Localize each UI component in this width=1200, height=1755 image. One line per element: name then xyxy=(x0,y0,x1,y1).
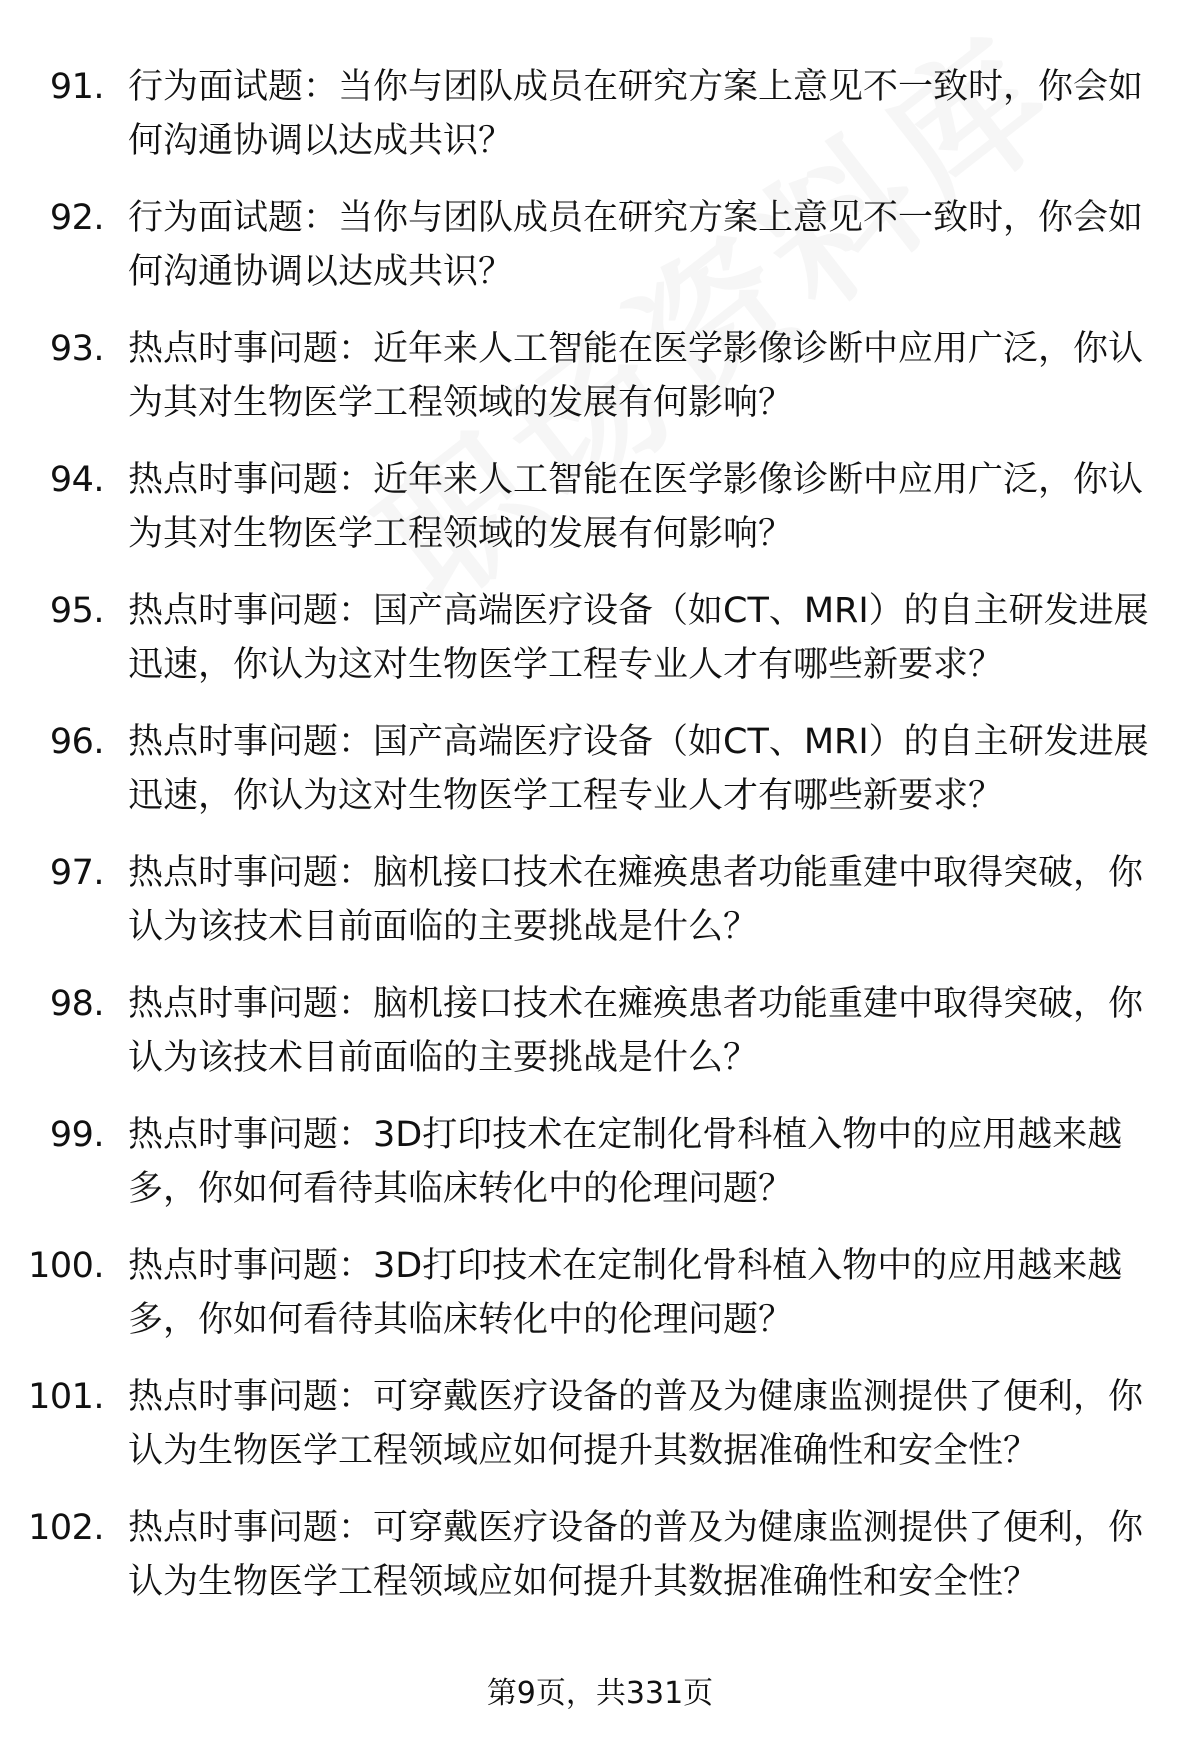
question-number: 98. xyxy=(49,984,104,1024)
question-item xyxy=(0,1501,1200,1632)
question-item xyxy=(0,1370,1200,1501)
question-number: 101. xyxy=(28,1377,104,1417)
question-list xyxy=(0,60,1200,1632)
question-text: 行为面试题：当你与团队成员在研究方案上意见不一致时，你会如何沟通协调以达成共识？ xyxy=(128,198,1144,292)
question-number: 94. xyxy=(49,460,104,500)
question-number: 100. xyxy=(28,1246,104,1286)
page-number-label: 第9页，共331页 xyxy=(486,1676,714,1711)
question-number: 97. xyxy=(49,853,104,893)
question-item xyxy=(0,1239,1200,1370)
question-text: 热点时事问题：国产高端医疗设备（如CT、MRI）的自主研发进展迅速，你认为这对生物医学工程专业人才有哪些新要求？ xyxy=(128,591,1149,685)
question-text: 热点时事问题：脑机接口技术在瘫痪患者功能重建中取得突破，你认为该技术目前面临的主要挑战是什么？ xyxy=(128,984,1144,1078)
question-number: 91. xyxy=(49,67,104,107)
question-text: 热点时事问题：脑机接口技术在瘫痪患者功能重建中取得突破，你认为该技术目前面临的主要挑战是什么？ xyxy=(128,853,1144,947)
question-text: 行为面试题：当你与团队成员在研究方案上意见不一致时，你会如何沟通协调以达成共识？ xyxy=(128,67,1144,161)
question-text: 热点时事问题：近年来人工智能在医学影像诊断中应用广泛，你认为其对生物医学工程领域的发展有何影响？ xyxy=(128,329,1144,423)
question-item xyxy=(0,191,1200,322)
question-number: 93. xyxy=(49,329,104,369)
question-number: 99. xyxy=(49,1115,104,1155)
question-item xyxy=(0,60,1200,191)
question-number: 96. xyxy=(49,722,104,762)
question-text: 热点时事问题：3D打印技术在定制化骨科植入物中的应用越来越多，你如何看待其临床转化中的伦理问题？ xyxy=(128,1246,1123,1340)
question-item xyxy=(0,453,1200,584)
question-text: 热点时事问题：国产高端医疗设备（如CT、MRI）的自主研发进展迅速，你认为这对生物医学工程专业人才有哪些新要求？ xyxy=(128,722,1149,816)
question-number: 102. xyxy=(28,1508,104,1548)
question-number: 95. xyxy=(49,591,104,631)
page-footer xyxy=(0,1674,1200,1714)
question-item xyxy=(0,977,1200,1108)
question-item xyxy=(0,322,1200,453)
question-text: 热点时事问题：可穿戴医疗设备的普及为健康监测提供了便利，你认为生物医学工程领域应如何提升其数据准确性和安全性？ xyxy=(128,1508,1144,1602)
question-item xyxy=(0,715,1200,846)
question-item xyxy=(0,846,1200,977)
question-number: 92. xyxy=(49,198,104,238)
question-item xyxy=(0,1108,1200,1239)
question-text: 热点时事问题：可穿戴医疗设备的普及为健康监测提供了便利，你认为生物医学工程领域应如何提升其数据准确性和安全性？ xyxy=(128,1377,1144,1471)
question-text: 热点时事问题：近年来人工智能在医学影像诊断中应用广泛，你认为其对生物医学工程领域的发展有何影响？ xyxy=(128,460,1144,554)
question-item xyxy=(0,584,1200,715)
question-text: 热点时事问题：3D打印技术在定制化骨科植入物中的应用越来越多，你如何看待其临床转化中的伦理问题？ xyxy=(128,1115,1123,1209)
